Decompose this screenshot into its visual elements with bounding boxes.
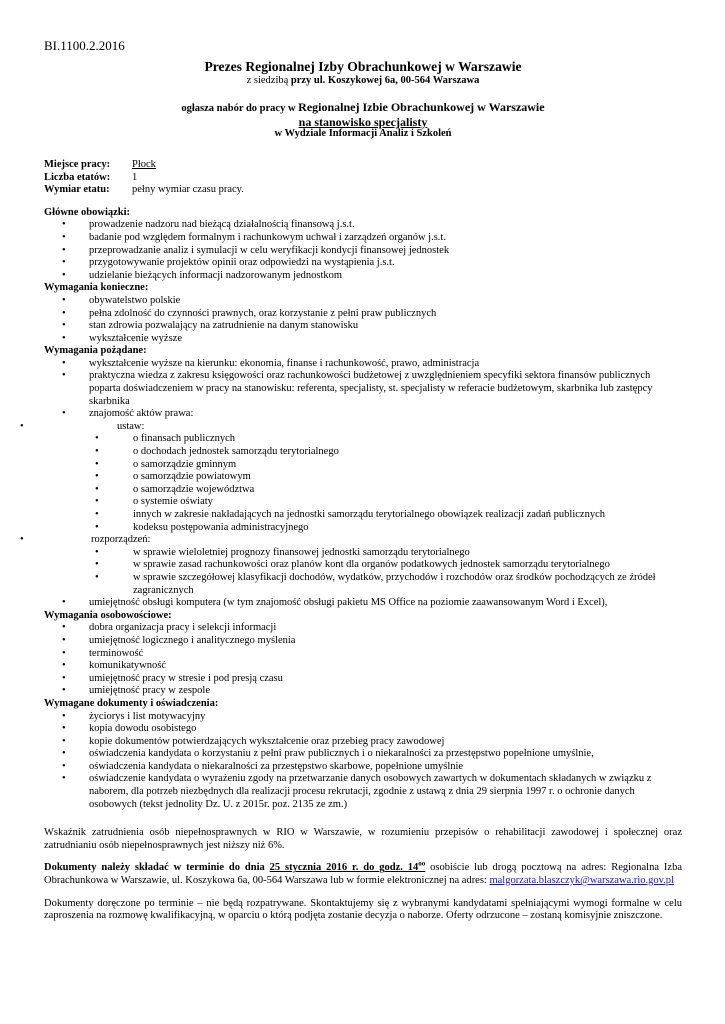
list-item: • oświadczenie kandydata o wyrażeniu zgody na przetwarzanie danych osobowych zawartych w dokumentach składanych w związku z naborem, dla potrzeb niezbędnych dla realizacji procesu rekrutacji, zgodnie z ustawą z dnia 29 sierpnia 1997 r. o ochronie danych osobowych (tekst jednolity Dz. U. z 2015r. poz. 2135 ze zm.) [44, 773, 682, 811]
list-item [44, 408, 682, 597]
seat-line [44, 75, 682, 88]
list-item: • w sprawie szczegółowej klasyfikacji dochodów, wydatków, przychodów i rozchodów oraz środków pochodzących ze źródeł zagranicznych [133, 572, 682, 597]
list-item: • umiejętność obsługi komputera (w tym znajomość obsługi pakietu MS Office na poziomie zaawansowanym Word i Excel), [44, 597, 682, 610]
deadline-lead: Dokumenty należy składać w terminie do dnia [44, 862, 270, 874]
list-item: • innych w zakresie nakładających na jednostki samorządu terytorialnego obowiązek realizacji zadań publicznych [133, 509, 682, 522]
documents-title: Wymagane dokumenty i oświadczenia: [44, 697, 219, 709]
closing-paragraph: Dokumenty doręczone po terminie – nie będą rozpatrywane. Skontaktujemy się z wybranymi kandydatami spełniającymi wymogi formalne w celu zaproszenia na rozmowę kwalifikacyjną, w oparciu o którą podjęta zostanie decyzja o naborze. Oferty odrzucone – zostaną komisyjnie zniszczone. [44, 897, 682, 922]
list-item: • w sprawie wieloletniej prognozy finansowej jednostki samorządu terytorialnego [133, 547, 682, 560]
list-item: • udzielanie bieżących informacji nadzorowanym jednostkom [44, 270, 682, 283]
regs-sublist [91, 547, 682, 597]
list-item: • o dochodach jednostek samorządu terytorialnego [133, 446, 682, 459]
info-label: Miejsce pracy: [44, 158, 111, 170]
list-item [47, 421, 682, 534]
list-item: • oświadczenia kandydata o niekaralności za przestępstwo skarbowe, popełnione umyślnie [44, 761, 682, 774]
desired-title: Wymagania pożądane: [44, 345, 147, 357]
employment-note: Wskaźnik zatrudnienia osób niepełnosprawnych w RIO w Warszawie, w rozumieniu przepisów o rehabilitacji zawodowej i społecznej oraz zatrudnianiu osób niepełnosprawnych jest niższy niż 6%. [44, 827, 682, 851]
announcement-document [44, 40, 682, 923]
list-item: • życiorys i list motywacyjny [44, 711, 682, 724]
list-item: • komunikatywność [44, 660, 682, 673]
acts-sublist [91, 433, 682, 534]
documents-section [44, 698, 682, 811]
deadline-date [269, 859, 426, 874]
list-item: • umiejętność pracy w stresie i pod presją czasu [44, 673, 682, 686]
list-item: • o samorządzie powiatowym [133, 471, 682, 484]
personal-section [44, 610, 682, 698]
announce-line [44, 101, 682, 116]
announce-prefix: ogłasza nabór do pracy w [181, 103, 299, 115]
deadline-time-sup: oo [418, 859, 426, 868]
position-line: na stanowisko specjalisty [298, 114, 428, 129]
list-item: • kopia dowodu osobistego [44, 723, 682, 736]
list-item-text: znajomość aktów prawa: [89, 408, 194, 420]
list-item: • wykształcenie wyższe na kierunku: ekonomia, finanse i rachunkowość, prawo, administracja [44, 358, 682, 371]
list-item: • wykształcenie wyższe [44, 333, 682, 346]
list-item: • w sprawie zasad rachunkowości oraz planów kont dla organów podatkowych jednostek samorządu terytorialnego [133, 559, 682, 572]
info-label: Liczba etatów: [44, 171, 111, 183]
desired-section [44, 345, 682, 609]
list-item: • oświadczenia kandydata o korzystaniu z pełni praw publicznych i o niekaralności za przestępstwo popełnione umyślnie, [44, 748, 682, 761]
info-row [44, 184, 682, 197]
header [44, 59, 682, 141]
duties-title: Główne obowiązki: [44, 206, 131, 218]
list-item: • o samorządzie województwa [133, 484, 682, 497]
list-item [47, 534, 682, 597]
list-item: • umiejętność pracy w zespole [44, 685, 682, 698]
list-item: • umiejętność logicznego i analitycznego myślenia [44, 635, 682, 648]
required-list [44, 295, 682, 345]
info-row [44, 172, 682, 185]
list-item: • kopie dokumentów potwierdzających wykształcenie oraz przebieg pracy zawodowej [44, 736, 682, 749]
deadline-rest: osobiście lub drogą pocztową na adres: Regionalna Izba Obrachunkowa w Warszawie, ul. Koszykowa 6a, 00-564 Warszawa lub w formie elektronicznej na adres: [44, 862, 682, 887]
acts-label: ustaw: [117, 420, 145, 432]
title: Prezes Regionalnej Izby Obrachunkowej w Warszawie [204, 58, 522, 74]
personal-list [44, 622, 682, 698]
desired-list [44, 358, 682, 610]
job-info [44, 159, 682, 197]
list-item: • dobra organizacja pracy i selekcji informacji [44, 622, 682, 635]
list-item: • obywatelstwo polskie [44, 295, 682, 308]
duties-section [44, 207, 682, 283]
list-item: • przygotowywanie projektów opinii oraz odpowiedzi na wystąpienia j.s.t. [44, 257, 682, 270]
info-row [44, 159, 682, 172]
list-item: • stan zdrowia pozwalający na zatrudnienie na danym stanowisku [44, 320, 682, 333]
deadline-date-text: 25 stycznia 2016 r. do godz. 14 [269, 862, 419, 874]
list-item: • prowadzenie nadzoru nad bieżącą działalnością finansową j.s.t. [44, 219, 682, 232]
documents-list [44, 711, 682, 812]
sublist-wrap [47, 421, 682, 597]
list-item: • przeprowadzanie analiz i symulacji w celu weryfikacji kondycji finansowej jednostek [44, 245, 682, 258]
personal-title: Wymagania osobowościowe: [44, 609, 172, 621]
email-link[interactable]: malgorzata.blaszczyk@warszawa.rio.gov.pl [489, 875, 674, 887]
list-item: • o finansach publicznych [133, 433, 682, 446]
info-value: 1 [132, 171, 138, 183]
duties-list [44, 219, 682, 282]
list-item: • terminowość [44, 648, 682, 661]
list-item: • praktyczna wiedza z zakresu księgowości oraz rachunkowości budżetowej z uwzględnieniem specyfiki sektora finansów publicznych poparta doświadczeniem w pracy na stanowisku: referenta, specjalisty, st. specjalisty w referacie budżetowym, skarbnika lub zastępcy skarbnika [44, 370, 682, 408]
department-line: w Wydziale Informacji Analiz i Szkoleń [274, 128, 452, 140]
list-item: • badanie pod względem formalnym i rachunkowym uchwał i zarządzeń organów j.s.t. [44, 232, 682, 245]
document-number: BI.1100.2.2016 [44, 38, 125, 53]
list-item: • o systemie oświaty [133, 496, 682, 509]
seat-address: przy ul. Koszykowej 6a, 00-564 Warszawa [290, 74, 480, 86]
required-title: Wymagania konieczne: [44, 282, 149, 294]
acts-list [47, 421, 682, 597]
info-value: pełny wymiar czasu pracy. [132, 184, 244, 196]
required-section [44, 282, 682, 345]
announce-org: Regionalnej Izbie Obrachunkowej w Warszawie [298, 100, 545, 115]
info-label: Wymiar etatu: [44, 184, 110, 196]
list-item: • o samorządzie gminnym [133, 459, 682, 472]
regs-label: rozporządzeń: [91, 534, 151, 546]
list-item: • kodeksu postępowania administracyjnego [133, 522, 682, 535]
seat-prefix: z siedzibą [246, 74, 291, 86]
list-item: • pełna zdolność do czynności prawnych, oraz korzystanie z pełni praw publicznych [44, 308, 682, 321]
deadline-paragraph [44, 859, 682, 887]
info-value: Płock [132, 158, 156, 170]
